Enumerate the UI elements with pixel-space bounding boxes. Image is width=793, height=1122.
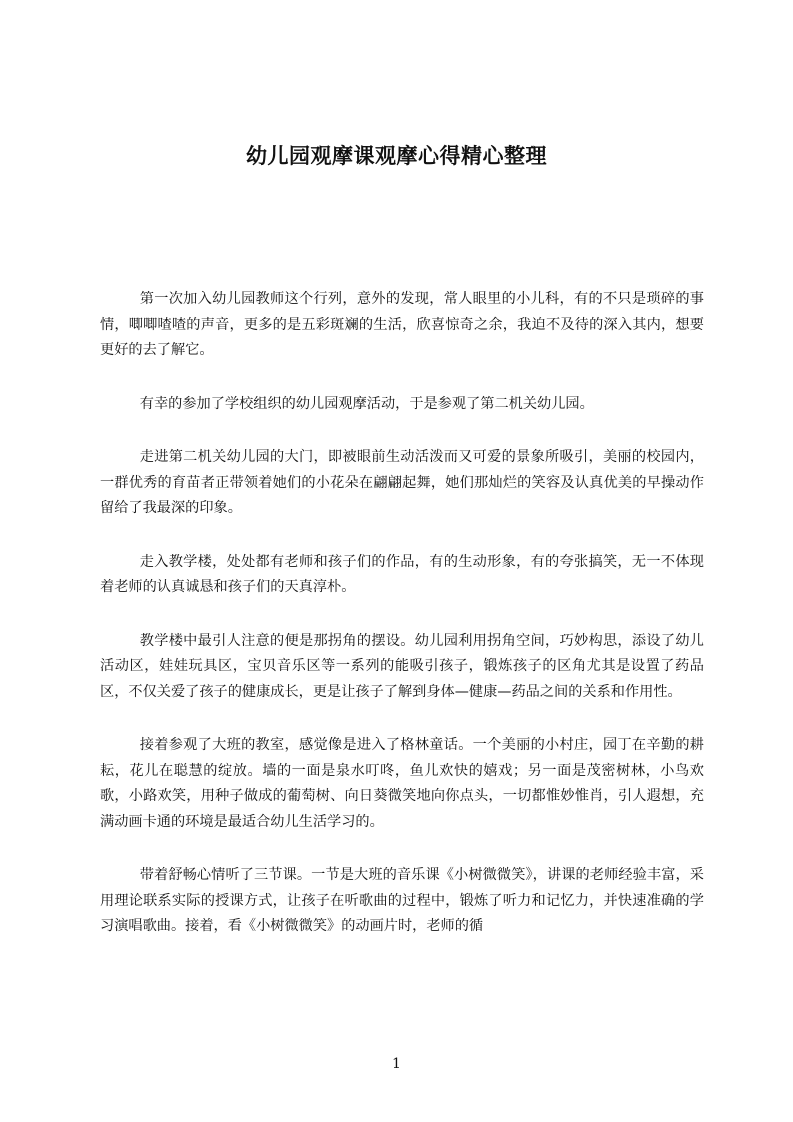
document-title: 幼儿园观摩课观摩心得精心整理 [246,144,547,168]
paragraph-7: 带着舒畅心情听了三节课。一节是大班的音乐课《小树微微笑》，讲课的老师经验丰富，采用理论联系实际的授课方式，让孩子在听歌曲的过程中，锻炼了听力和记忆力，并快速准确的学习演唱歌曲。接着，看《小树微微笑》的动画片时，老师的循 [100,867,704,934]
paragraph-1: 第一次加入幼儿园教师这个行列，意外的发现，常人眼里的小儿科，有的不只是琐碎的事情，唧唧喳喳的声音，更多的是五彩斑斓的生活，欣喜惊奇之余，我迫不及待的深入其内，想要更好的去了解它。 [100,291,704,358]
paragraph-6: 接着参观了大班的教室，感觉像是进入了格林童话。一个美丽的小村庄，园丁在辛勤的耕耘，花儿在聪慧的绽放。墙的一面是泉水叮咚，鱼儿欢快的嬉戏；另一面是茂密树林，小鸟欢歌，小路欢笑，用种子做成的葡萄树、向日葵微笑地向你点头，一切都惟妙惟肖，引人遐想，充满动画卡通的环境是最适合幼儿生活学习的。 [100,737,704,830]
document-body [100,287,704,968]
page-number: 1 [392,1056,401,1072]
paragraph-2: 有幸的参加了学校组织的幼儿园观摩活动，于是参观了第二机关幼儿园。 [139,395,594,412]
paragraph-4: 走入教学楼，处处都有老师和孩子们的作品，有的生动形象，有的夸张搞笑，无一不体现着老师的认真诚恳和孩子们的天真淳朴。 [100,553,704,595]
paragraph-5: 教学楼中最引人注意的便是那拐角的摆设。幼儿园利用拐角空间，巧妙构思，添设了幼儿活动区，娃娃玩具区，宝贝音乐区等一系列的能吸引孩子，锻炼孩子的区角尤其是设置了药品区，不仅关爱了孩子的健康成长，更是让孩子了解到身体—健康—药品之间的关系和作用性。 [100,632,704,700]
paragraph-3: 走进第二机关幼儿园的大门，即被眼前生动活泼而又可爱的景象所吸引，美丽的校园内，一群优秀的育苗者正带领着她们的小花朵在翩翩起舞，她们那灿烂的笑容及认真优美的早操动作留给了我最深的印象。 [100,449,704,516]
